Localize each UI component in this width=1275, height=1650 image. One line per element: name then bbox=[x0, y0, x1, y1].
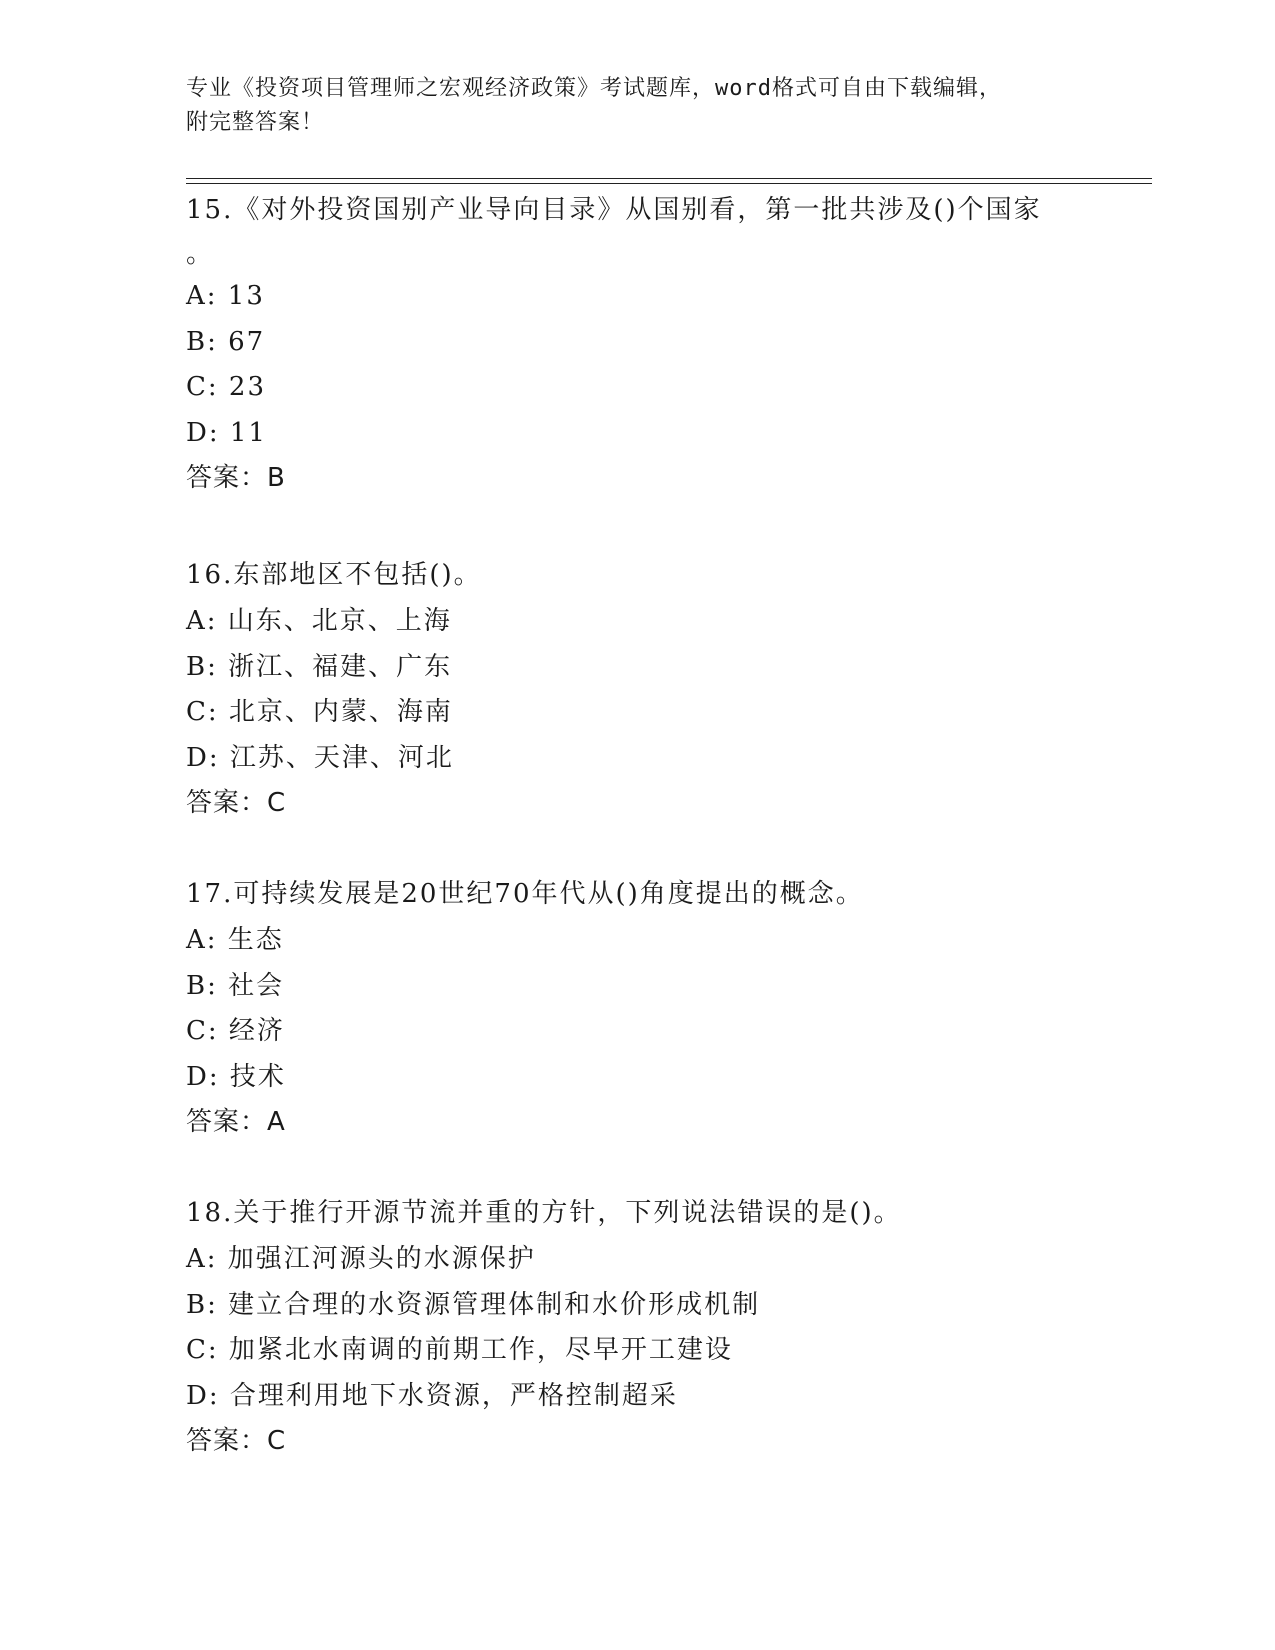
option-c: C: 23 bbox=[186, 372, 267, 402]
header-line-1: 专业《投资项目管理师之宏观经济政策》考试题库，word格式可自由下载编辑， bbox=[186, 76, 1002, 101]
document-header bbox=[186, 72, 1086, 140]
answer: 答案：C bbox=[186, 788, 287, 818]
question-stem-continuation: 。 bbox=[186, 239, 215, 269]
question-18 bbox=[186, 1189, 1086, 1463]
question-stem: 18.关于推行开源节流并重的方针，下列说法错误的是()。 bbox=[186, 1198, 902, 1228]
option-d: D: 合理利用地下水资源，严格控制超采 bbox=[186, 1380, 678, 1411]
option-c: C: 北京、内蒙、海南 bbox=[186, 697, 453, 727]
option-b: B: 社会 bbox=[186, 970, 285, 1001]
header-divider-bottom bbox=[186, 183, 1152, 184]
option-b: B: 建立合理的水资源管理体制和水价形成机制 bbox=[186, 1289, 761, 1320]
option-b: B: 浙江、福建、广东 bbox=[186, 651, 453, 682]
question-17 bbox=[186, 870, 1086, 1144]
option-b: B: 67 bbox=[186, 326, 266, 357]
question-15 bbox=[186, 186, 1086, 500]
option-d: D: 11 bbox=[186, 417, 267, 448]
option-a: A: 山东、北京、上海 bbox=[186, 606, 452, 636]
answer: 答案：C bbox=[186, 1426, 287, 1456]
option-a: A: 加强江河源头的水源保护 bbox=[186, 1244, 536, 1274]
header-divider-top bbox=[186, 178, 1152, 179]
option-d: D: 江苏、天津、河北 bbox=[186, 742, 454, 773]
answer: 答案：A bbox=[186, 1107, 286, 1137]
option-c: C: 经济 bbox=[186, 1016, 285, 1046]
question-stem: 17.可持续发展是20世纪70年代从()角度提出的概念。 bbox=[186, 879, 864, 909]
option-a: A: 13 bbox=[186, 281, 265, 311]
question-16 bbox=[186, 551, 1086, 825]
question-stem: 16.东部地区不包括()。 bbox=[186, 560, 482, 590]
answer: 答案：B bbox=[186, 463, 286, 493]
option-d: D: 技术 bbox=[186, 1061, 286, 1092]
question-stem: 15.《对外投资国别产业导向目录》从国别看，第一批共涉及()个国家 bbox=[186, 195, 1042, 225]
header-line-2: 附完整答案！ bbox=[186, 110, 325, 135]
option-a: A: 生态 bbox=[186, 925, 284, 955]
option-c: C: 加紧北水南调的前期工作，尽早开工建设 bbox=[186, 1335, 733, 1365]
